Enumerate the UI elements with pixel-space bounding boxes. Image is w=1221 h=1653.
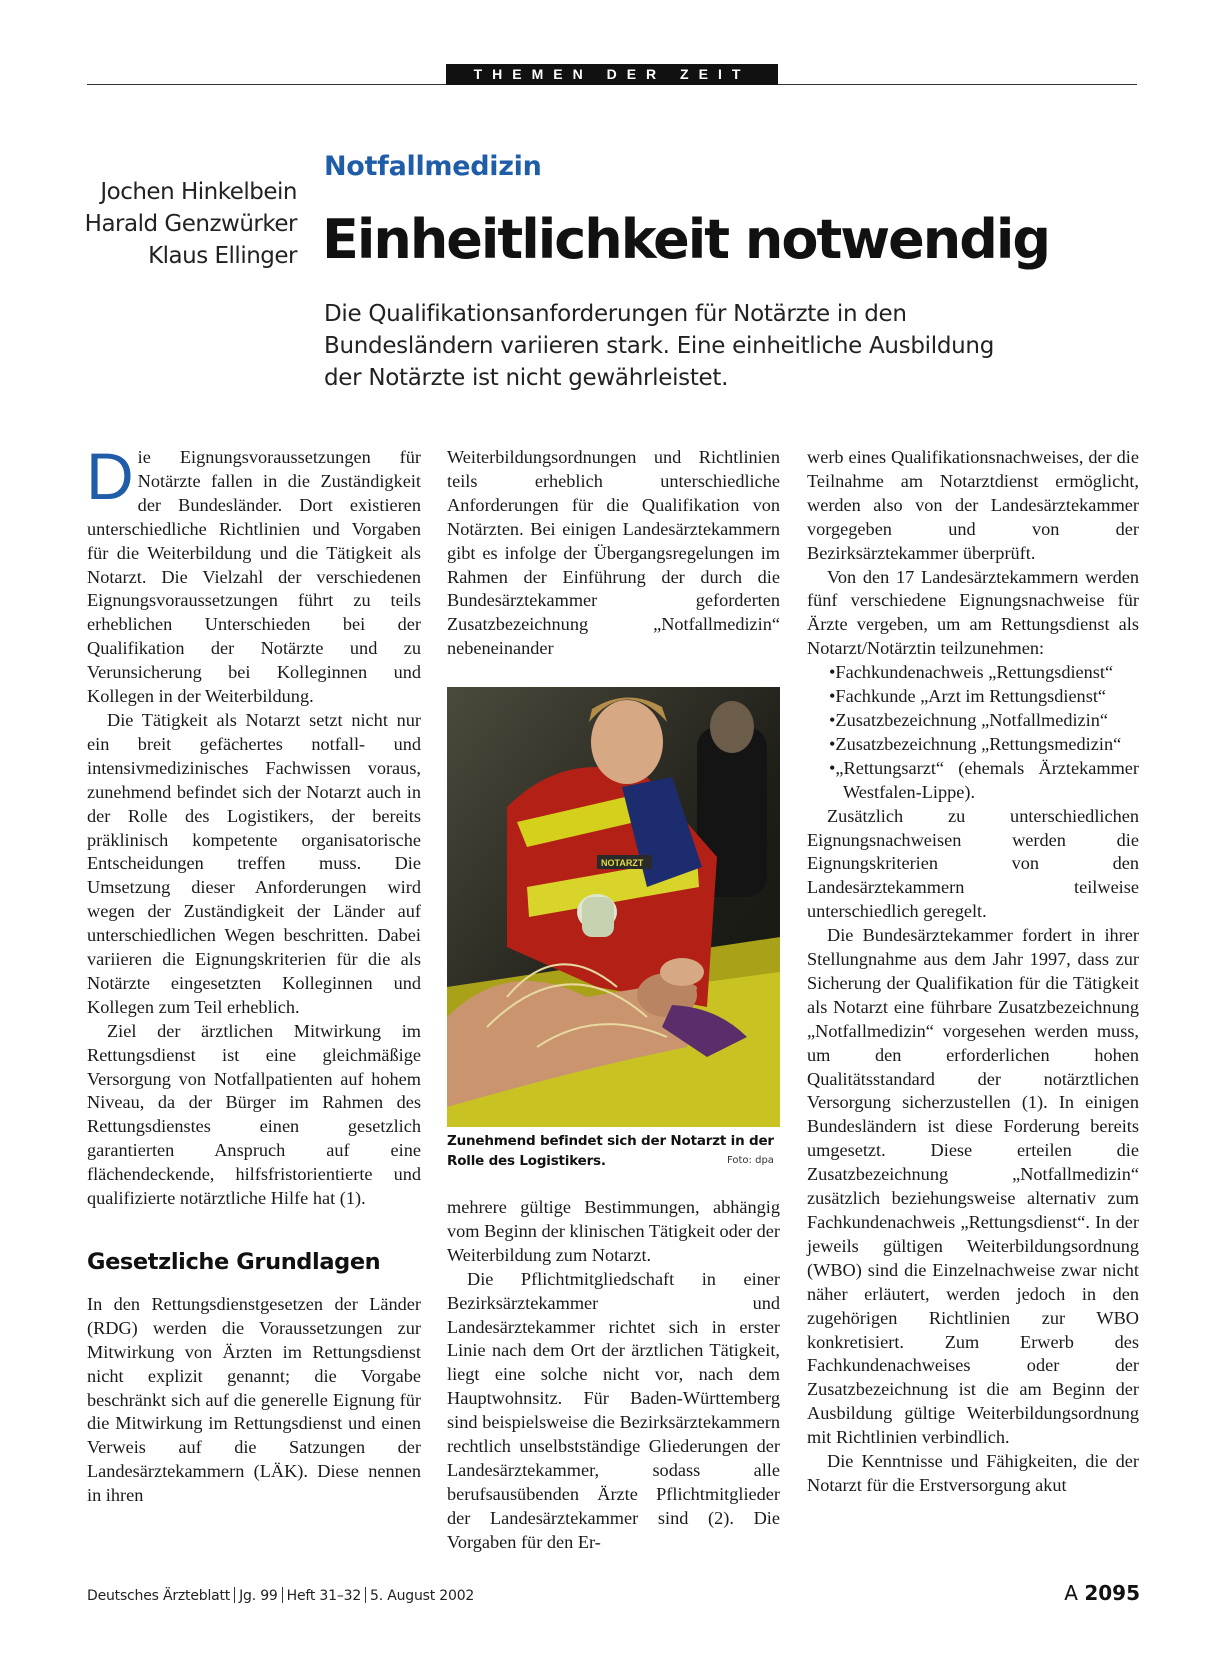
paragraph: Von den 17 Landesärztekammern werden fünf verschiedene Eignungsnachweise für Ärzte vergeben, um am Rettungsdienst als Notarzt/Notärztin teilzunehmen:: [807, 566, 1139, 659]
drop-cap: D: [86, 439, 134, 513]
paragraph: Die Eignungsvoraussetzungen für Notärzte fallen in die Zuständigkeit der Bundesländer. Dort existieren unterschiedliche Richtlinien und Vorgaben für die Weiterbildung und die Tätigkeit als Notarzt. Die Vielzahl der verschiedenen Eignungsvoraussetzungen führt zu teils erheblichen Unterschieden bei der Qualifikation der Notärzte und zu Verunsicherung bei Kolleginnen und Kollegen in der Weiterbildung.: [86, 439, 421, 707]
page-number: [1050, 1581, 1140, 1605]
journal-issue: Heft 31–32: [286, 1588, 362, 1604]
section-label: THEMEN DER ZEIT: [446, 64, 778, 85]
page-prefix: A: [1064, 1581, 1078, 1605]
paragraph: Die Bundesärztekammer fordert in ihrer Stellungnahme aus dem Jahr 1997, dass zur Sicherung der Qualifikation für die Tätigkeit als Notarzt eine führbare Zusatzbezeichnung „Notfallmedizin“ vorgesehen werden muss, um den erforderlichen hohen Qualitätsstandard der notärztlichen Versorgung sicherzustellen (1). In einigen Bundesländern ist diese Forderung bereits umgesetzt. Diese erteilen die Zusatzbezeichnung „Notfallmedizin“ zusätzlich beziehungsweise alternativ zum Fachkundenachweis „Rettungsdienst“. In der jeweils gültigen Weiterbildungsordnung (WBO) sind die Einzelnachweise zwar nicht näher erläutert, werden jedoch in den zugehörigen Richtlinien zur WBO konkretisiert. Zum Erwerb des Fachkundenachweises oder der Zusatzbezeichnung ist die am Beginn der Ausbildung gültige Weiterbildungsordnung mit Richtlinien verbindlich.: [807, 925, 1139, 1448]
article-title: Einheitlichkeit notwendig: [322, 208, 1050, 271]
paragraph: Die Pflichtmitgliedschaft in einer Bezirksärztekammer und Landesärztekammer richtet sich in erster Linie nach dem Ort der ärztlichen Tätigkeit, liegt eine solche nicht vor, nach dem Hauptwohnsitz. Für Baden-Württemberg sind beispielsweise die Bezirksärztekammern rechtlich unselbstständige Gliederungen der Landesärztekammer, sodass alle berufsausübenden Ärzte Pflichtmitglieder der Landesärztekammer sind (2). Die Vorgaben für den Er-: [447, 1268, 780, 1552]
text-column-1: [86, 439, 421, 1508]
paragraph: Weiterbildungsordnungen und Richtlinien teils erheblich unterschiedliche Anforderungen für die Qualifikation von Notärzten. Bei einigen Landesärztekammern gibt es infolge der Übergangsregelungen im Rahmen der Einführung der durch die Bundesärztekammer geforderten Zusatzbezeichnung „Notfallmedizin“ nebeneinander: [447, 447, 780, 659]
paragraph: Zusätzlich zu unterschiedlichen Eignungsnachweisen werden die Eignungskriterien von den Landesärztekammern teilweise unterschiedlich geregelt.: [807, 805, 1139, 922]
footer-divider: [234, 1587, 235, 1603]
footer-divider: [365, 1587, 366, 1603]
paragraph: In den Rettungsdienstgesetzen der Länder (RDG) werden die Voraussetzungen zur Mitwirkung von Ärzten im Rettungsdienst nicht explizit genannt; die Vorgabe beschränkt sich auf die generelle Eignung für die Mitwirkung im Rettungsdienst und einen Verweis auf die Satzungen der Landesärztekammern (LÄK). Diese nennen in ihren: [87, 1293, 421, 1506]
footer-divider: [282, 1587, 283, 1603]
article-lead: Die Qualifikationsanforderungen für Notärzte in den Bundesländern variieren stark. Eine einheitliche Ausbildung der Notärzte ist nicht gewährleistet.: [324, 301, 994, 391]
list-item: • Fachkunde „Arzt im Rettungsdienst“: [829, 685, 1139, 709]
paragraph: mehrere gültige Bestimmungen, abhängig vom Beginn der klinischen Tätigkeit oder der Weiterbildung zum Notarzt.: [447, 1197, 780, 1265]
page-number-value: 2095: [1084, 1581, 1140, 1605]
article-kicker: Notfallmedizin: [324, 151, 542, 182]
journal-name: Deutsches Ärzteblatt: [87, 1588, 231, 1604]
photo-illustration: [447, 687, 780, 1127]
journal-date: 5. August 2002: [370, 1588, 475, 1604]
author-list: [60, 176, 297, 272]
list-item: • „Rettungsarzt“ (ehemals Ärztekammer Westfalen-Lippe).: [829, 757, 1139, 805]
journal-volume: Jg. 99: [239, 1588, 278, 1604]
list-item: • Zusatzbezeichnung „Rettungsmedizin“: [829, 733, 1139, 757]
paragraph: Ziel der ärztlichen Mitwirkung im Rettungsdienst ist eine gleichmäßige Versorgung von Notfallpatienten auf hohem Niveau, da der Bürger im Rahmen des Rettungsdienstes einen gesetzlich garantierten Anspruch auf eine flächendeckende, hilfsfristorientierte und qualifizierte notärztliche Hilfe hat (1).: [87, 1020, 421, 1209]
jacket-label: NOTARZT: [601, 858, 644, 868]
text-column-3: [807, 446, 1139, 1498]
text-column-2-bottom: [447, 1196, 780, 1555]
paragraph: Die Tätigkeit als Notarzt setzt nicht nur ein breit gefächertes notfall- und intensivmedizinisches Fachwissen voraus, zunehmend befindet sich der Notarzt auch in der Rolle des Logistikers, der bereits präklinisch kompetente organisatorische Entscheidungen treffen muss. Die Umsetzung dieser Anforderungen wird wegen der Zuständigkeit der Länder auf unterschiedlichen Wegen beschritten. Dabei variieren die Eignungskriterien für die als Notärzte eingesetzten Kolleginnen und Kollegen zum Teil erheblich.: [87, 709, 421, 1017]
paragraph: Die Kenntnisse und Fähigkeiten, die der Notarzt für die Erstversorgung akut: [807, 1451, 1139, 1495]
photo-credit: Foto: dpa: [727, 1155, 774, 1166]
author-name: Harald Genzwürker: [84, 211, 297, 237]
photo-caption: Zunehmend befindet sich der Notarzt in der Rolle des Logistikers.: [447, 1133, 774, 1169]
text-column-2-top: [447, 446, 780, 661]
author-name: Jochen Hinkelbein: [100, 179, 297, 205]
page-footer: [87, 1587, 474, 1604]
qualification-list: [807, 661, 1139, 804]
paragraph: werb eines Qualifikationsnachweises, der die Teilnahme am Notarztdienst ermöglicht, werden also von der Landesärztekammer vorgegeben und von der Bezirksärztekammer überprüft.: [807, 447, 1139, 563]
section-heading: Gesetzliche Grundlagen: [87, 1249, 381, 1275]
list-item: • Fachkundenachweis „Rettungsdienst“: [829, 661, 1139, 685]
list-item: • Zusatzbezeichnung „Notfallmedizin“: [829, 709, 1139, 733]
author-name: Klaus Ellinger: [148, 243, 297, 269]
article-photo: [447, 687, 780, 1127]
